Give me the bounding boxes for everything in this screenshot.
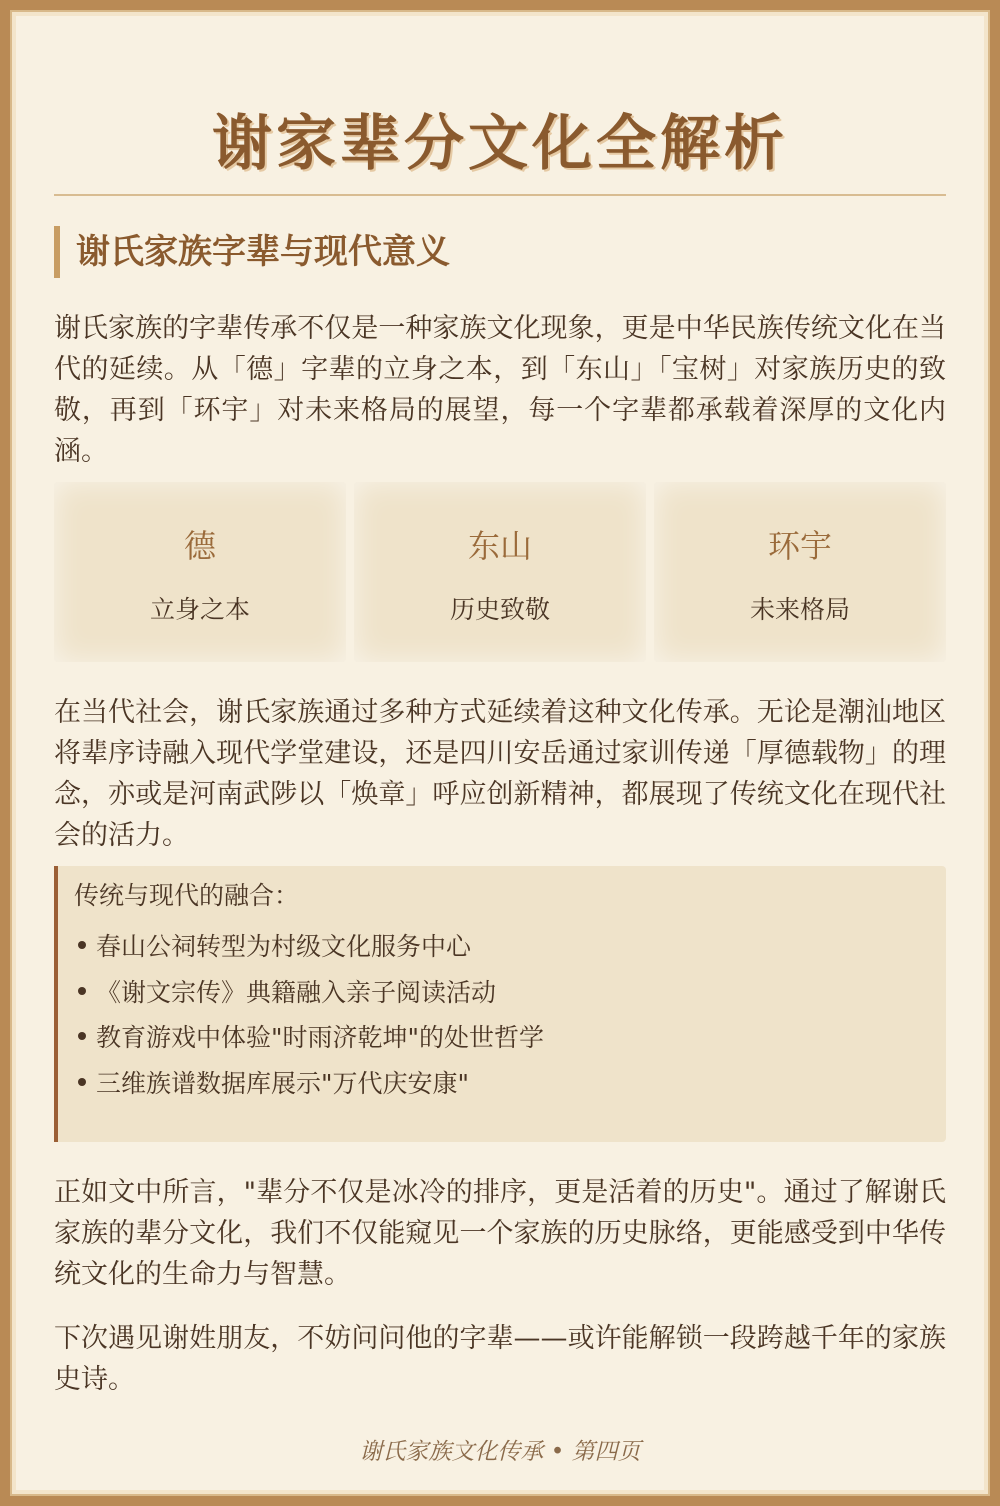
bullet-icon	[78, 1078, 86, 1086]
card-de	[54, 482, 346, 662]
list-item	[78, 924, 544, 970]
list-item-text: 教育游戏中体验"时雨济乾坤"的处世哲学	[96, 1023, 544, 1052]
closing-paragraph: 下次遇见谢姓朋友，不妨问问他的字辈——或许能解锁一段跨越千年的家族史诗。	[54, 1323, 946, 1395]
generation-cards	[54, 482, 946, 662]
document-page	[10, 10, 990, 1496]
list-item	[78, 1061, 544, 1107]
card-word: 环宇	[767, 527, 832, 565]
card-meaning: 未来格局	[749, 595, 850, 624]
card-word: 德	[183, 527, 216, 565]
list-item	[78, 1015, 544, 1061]
title-divider	[54, 194, 946, 196]
list-item-text: 《谢文宗传》典籍融入亲子阅读活动	[96, 977, 497, 1007]
card-meaning: 立身之本	[149, 595, 250, 624]
conclusion-paragraph: 正如文中所言，"辈分不仅是冰冷的排序，更是活着的历史"。通过了解谢氏家族的辈分文化，我们不仅能窥见一个家族的历史脉络，更能感受到中华传统文化的生命力与智慧。	[54, 1177, 946, 1290]
fusion-list	[78, 924, 544, 1106]
fusion-title: 传统与现代的融合：	[74, 881, 300, 910]
bullet-icon	[78, 987, 86, 995]
page-title: 谢家辈分文化全解析	[212, 109, 788, 179]
bullet-icon	[78, 1032, 86, 1040]
card-meaning: 历史致敬	[449, 595, 550, 624]
card-huanyu	[654, 482, 946, 662]
section-heading: 谢氏家族字辈与现代意义	[54, 226, 946, 278]
intro-paragraph: 谢氏家族的字辈传承不仅是一种家族文化现象，更是中华民族传统文化在当代的延续。从「德」字辈的立身之本，到「东山」「宝树」对家族历史的致敬，再到「环宇」对未来格局的展望，每一个字辈都承载着深厚的文化内涵。	[54, 313, 946, 467]
modern-paragraph: 在当代社会，谢氏家族通过多种方式延续着这种文化传承。无论是潮汕地区将辈序诗融入现代学堂建设，还是四川安岳通过家训传递「厚德载物」的理念，亦或是河南武陟以「焕章」呼应创新精神，都展现了传统文化在现代社会的活力。	[54, 697, 946, 851]
list-item	[78, 970, 544, 1016]
list-item-text: 三维族谱数据库展示"万代庆安康"	[96, 1068, 469, 1098]
card-dongshan	[354, 482, 646, 662]
page-footer: 谢氏家族文化传承 • 第四页	[359, 1439, 641, 1465]
card-word: 东山	[467, 527, 532, 565]
list-item-text: 春山公祠转型为村级文化服务中心	[96, 932, 472, 961]
bullet-icon	[78, 941, 86, 949]
fusion-callout	[54, 866, 946, 1142]
